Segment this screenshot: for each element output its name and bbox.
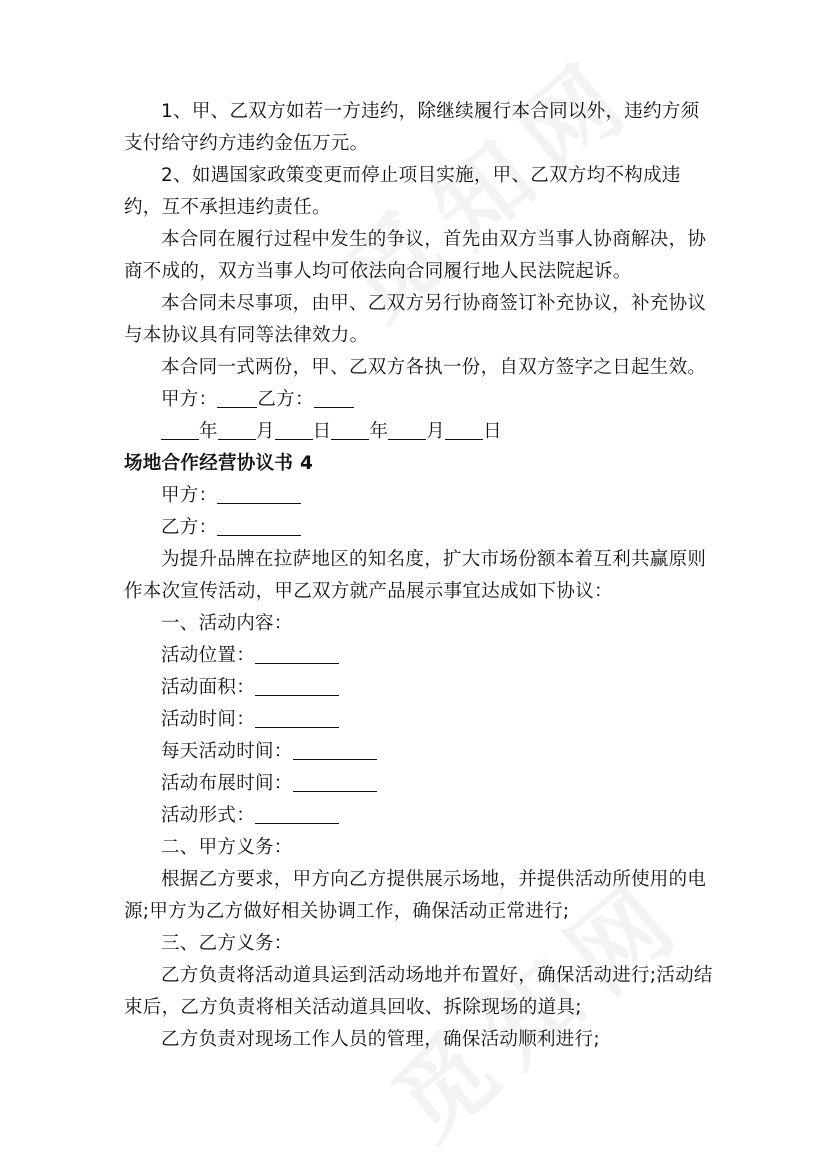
- date-day: 日: [483, 421, 502, 442]
- date-blank: [218, 419, 256, 440]
- field-label: 每天活动时间：: [161, 741, 293, 762]
- party-a-sign-label: 甲方：: [161, 389, 218, 410]
- b-duties-text-1: 乙方负责将活动道具运到活动场地并布置好，确保活动进行;活动结束后，乙方负责将相关活动道具回收、拆除现场的道具;: [124, 965, 713, 1018]
- b-duties-heading: 三、乙方义务：: [161, 933, 293, 954]
- field-daily-time: [124, 736, 714, 768]
- field-blank: [255, 803, 339, 824]
- field-label: 活动形式：: [161, 805, 256, 826]
- date-blank: [445, 419, 483, 440]
- a-duties-text: 根据乙方要求，甲方向乙方提供展示场地，并提供活动所使用的电源;甲方为乙方做好相关协调工作，确保活动正常进行;: [124, 869, 707, 922]
- party-b-line: [124, 512, 714, 544]
- party-b-blank: [217, 515, 301, 536]
- date-line: [124, 416, 714, 448]
- field-blank: [293, 771, 377, 792]
- field-setup-time: [124, 768, 714, 800]
- date-year: 年: [369, 421, 389, 442]
- copies-clause: 本合同一式两份，甲、乙双方各执一份，自双方签字之日起生效。: [161, 357, 707, 378]
- party-b-sign-blank: [314, 387, 354, 408]
- field-blank: [255, 643, 339, 664]
- document-page: [124, 96, 714, 1056]
- field-format: [124, 800, 714, 832]
- field-area: [124, 672, 714, 704]
- date-blank: [331, 419, 369, 440]
- party-a-label: 甲方：: [161, 485, 218, 506]
- a-duties-heading: 二、甲方义务：: [161, 837, 293, 858]
- party-b-sign-label: 乙方：: [257, 389, 314, 410]
- party-a-sign-blank: [217, 387, 257, 408]
- date-blank: [161, 419, 199, 440]
- date-day: 日: [312, 421, 332, 442]
- date-month: 月: [255, 421, 275, 442]
- supplement-clause: 本合同未尽事项，由甲、乙双方另行协商签订补充协议，补充协议与本协议具有同等法律效力。: [124, 293, 707, 346]
- party-a-line: [124, 480, 714, 512]
- agreement-title: 场地合作经营协议书 4: [124, 453, 314, 474]
- field-blank: [293, 739, 377, 760]
- field-label: 活动时间：: [161, 709, 256, 730]
- party-b-label: 乙方：: [161, 517, 218, 538]
- content-heading: 一、活动内容：: [161, 613, 293, 634]
- field-label: 活动布展时间：: [161, 773, 293, 794]
- field-blank: [255, 675, 339, 696]
- field-blank: [255, 707, 339, 728]
- dispute-clause: 本合同在履行过程中发生的争议，首先由双方当事人协商解决，协商不成的，双方当事人均可依法向合同履行地人民法院起诉。: [124, 229, 707, 282]
- date-year: 年: [199, 421, 218, 442]
- clause-1: 1、甲、乙双方如若一方违约，除继续履行本合同以外，违约方须支付给守约方违约金伍万元。: [124, 101, 700, 154]
- signature-line: [124, 384, 714, 416]
- field-label: 活动面积：: [161, 677, 256, 698]
- date-month: 月: [426, 421, 446, 442]
- clause-2: 2、如遇国家政策变更而停止项目实施，甲、乙双方均不构成违约，互不承担违约责任。: [124, 165, 681, 218]
- date-blank: [275, 419, 313, 440]
- field-time: [124, 704, 714, 736]
- field-label: 活动位置：: [161, 645, 256, 666]
- party-a-blank: [217, 483, 301, 504]
- date-blank: [388, 419, 426, 440]
- field-location: [124, 640, 714, 672]
- b-duties-text-2: 乙方负责对现场工作人员的管理，确保活动顺利进行;: [161, 1029, 600, 1050]
- intro-paragraph: 为提升品牌在拉萨地区的知名度，扩大市场份额本着互利共赢原则作本次宣传活动，甲乙双方就产品展示事宜达成如下协议：: [124, 549, 707, 602]
